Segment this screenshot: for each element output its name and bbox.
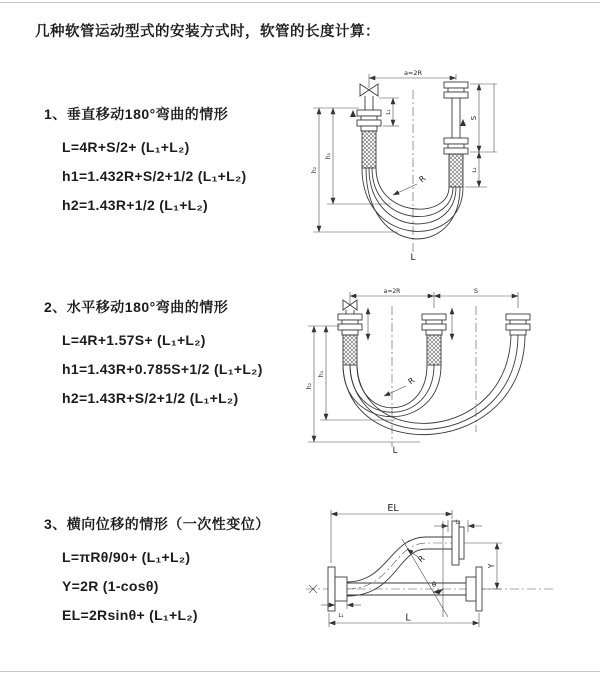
section-horizontal-180 xyxy=(44,297,263,413)
formula-h1: h1=1.432R+S/2+1/2 (L₁+L₂) xyxy=(62,168,247,184)
section-2-heading: 2、水平移动180°弯曲的情形 xyxy=(44,299,229,315)
diagram-vertical-180 xyxy=(303,62,593,264)
right-braid-section xyxy=(449,154,463,187)
dim-label-l2: L₂ xyxy=(455,519,461,526)
dim-s xyxy=(470,84,497,152)
dim-label-s: S xyxy=(470,115,478,121)
upper-flange-fitting xyxy=(452,521,464,565)
section-1-heading: 1、垂直移动180°弯曲的情形 xyxy=(44,106,229,122)
dim-h2 xyxy=(311,108,398,232)
formula-h2: h2=1.43R+1/2 (L₁+L₂) xyxy=(62,197,209,213)
dim-label-y: Y xyxy=(487,563,496,569)
left-pipe-fitting xyxy=(357,96,381,131)
dim-el xyxy=(331,503,452,563)
right-pipe-fitting xyxy=(444,82,468,154)
formula-y: Y=2R (1-cosθ) xyxy=(62,578,159,594)
dim-arrow-up-left xyxy=(350,110,356,117)
dim-arrow-up-right xyxy=(460,119,466,126)
dim-label-r: R xyxy=(416,553,427,565)
left-braid-section xyxy=(362,131,376,168)
dim-label-h1: h₁ xyxy=(325,152,332,160)
left-flange-fitting xyxy=(328,567,347,611)
scan-edge-top xyxy=(0,2,600,3)
right-pipe-fitting xyxy=(506,314,530,335)
middle-pipe-fitting xyxy=(422,314,446,365)
dim-h2 xyxy=(306,326,420,442)
angle-construction xyxy=(402,521,448,617)
page-title: 几种软管运动型式的安装方式时，软管的长度计算： xyxy=(35,24,380,40)
formula-length: L=4R+S/2+ (L₁+L₂) xyxy=(62,139,190,155)
left-pipe-fitting xyxy=(338,314,362,365)
formula-length: L=4R+1.57S+ (L₁+L₂) xyxy=(62,332,206,348)
dim-label-a2r: a=2R xyxy=(383,288,401,295)
formula-h1: h1=1.43R+0.785S+1/2 (L₁+L₂) xyxy=(62,361,263,377)
dim-label-h2: h₂ xyxy=(306,382,313,390)
formula-el: EL=2Rsinθ+ (L₁+L₂) xyxy=(62,607,198,623)
dim-label-l: L xyxy=(405,612,411,624)
dim-label-h2: h₂ xyxy=(311,166,318,174)
dim-l1 xyxy=(379,98,399,126)
formula-h2: h2=1.43R+S/2+1/2 (L₁+L₂) xyxy=(62,390,239,406)
radius-callout xyxy=(384,376,417,396)
dim-a2r xyxy=(369,69,456,88)
dim-label-theta: θ xyxy=(431,581,437,589)
dim-label-a2r: a=2R xyxy=(403,69,423,77)
dim-label-el: EL xyxy=(387,503,399,514)
scan-edge-bottom xyxy=(0,671,600,672)
dim-label-r: R xyxy=(406,375,417,387)
dim-label-s: S xyxy=(473,287,479,295)
dim-label-l: L xyxy=(410,253,416,263)
dim-a2r xyxy=(350,288,518,308)
section-vertical-180 xyxy=(44,104,247,220)
dim-label-r: R xyxy=(417,173,428,185)
dim-label-h1: h₁ xyxy=(318,370,325,378)
formula-length: L=πRθ/90+ (L₁+L₂) xyxy=(62,549,191,565)
hose-curves xyxy=(362,168,463,239)
hose-s-curve xyxy=(347,537,452,596)
dim-l2 xyxy=(465,152,487,187)
dim-label-l1: L₁ xyxy=(338,613,344,619)
section-lateral-displacement xyxy=(44,514,270,630)
radius-callout xyxy=(393,174,428,195)
dim-label-l1: L₁ xyxy=(386,109,392,115)
dim-l xyxy=(329,613,479,628)
dim-label-l: L xyxy=(392,446,398,456)
dim-s xyxy=(434,287,518,296)
diagram-horizontal-180 xyxy=(300,282,600,462)
section-3-heading: 3、横向位移的情形（一次性变位） xyxy=(44,516,270,532)
diagram-lateral-displacement xyxy=(298,497,600,655)
dim-label-l2: L₂ xyxy=(472,167,478,173)
